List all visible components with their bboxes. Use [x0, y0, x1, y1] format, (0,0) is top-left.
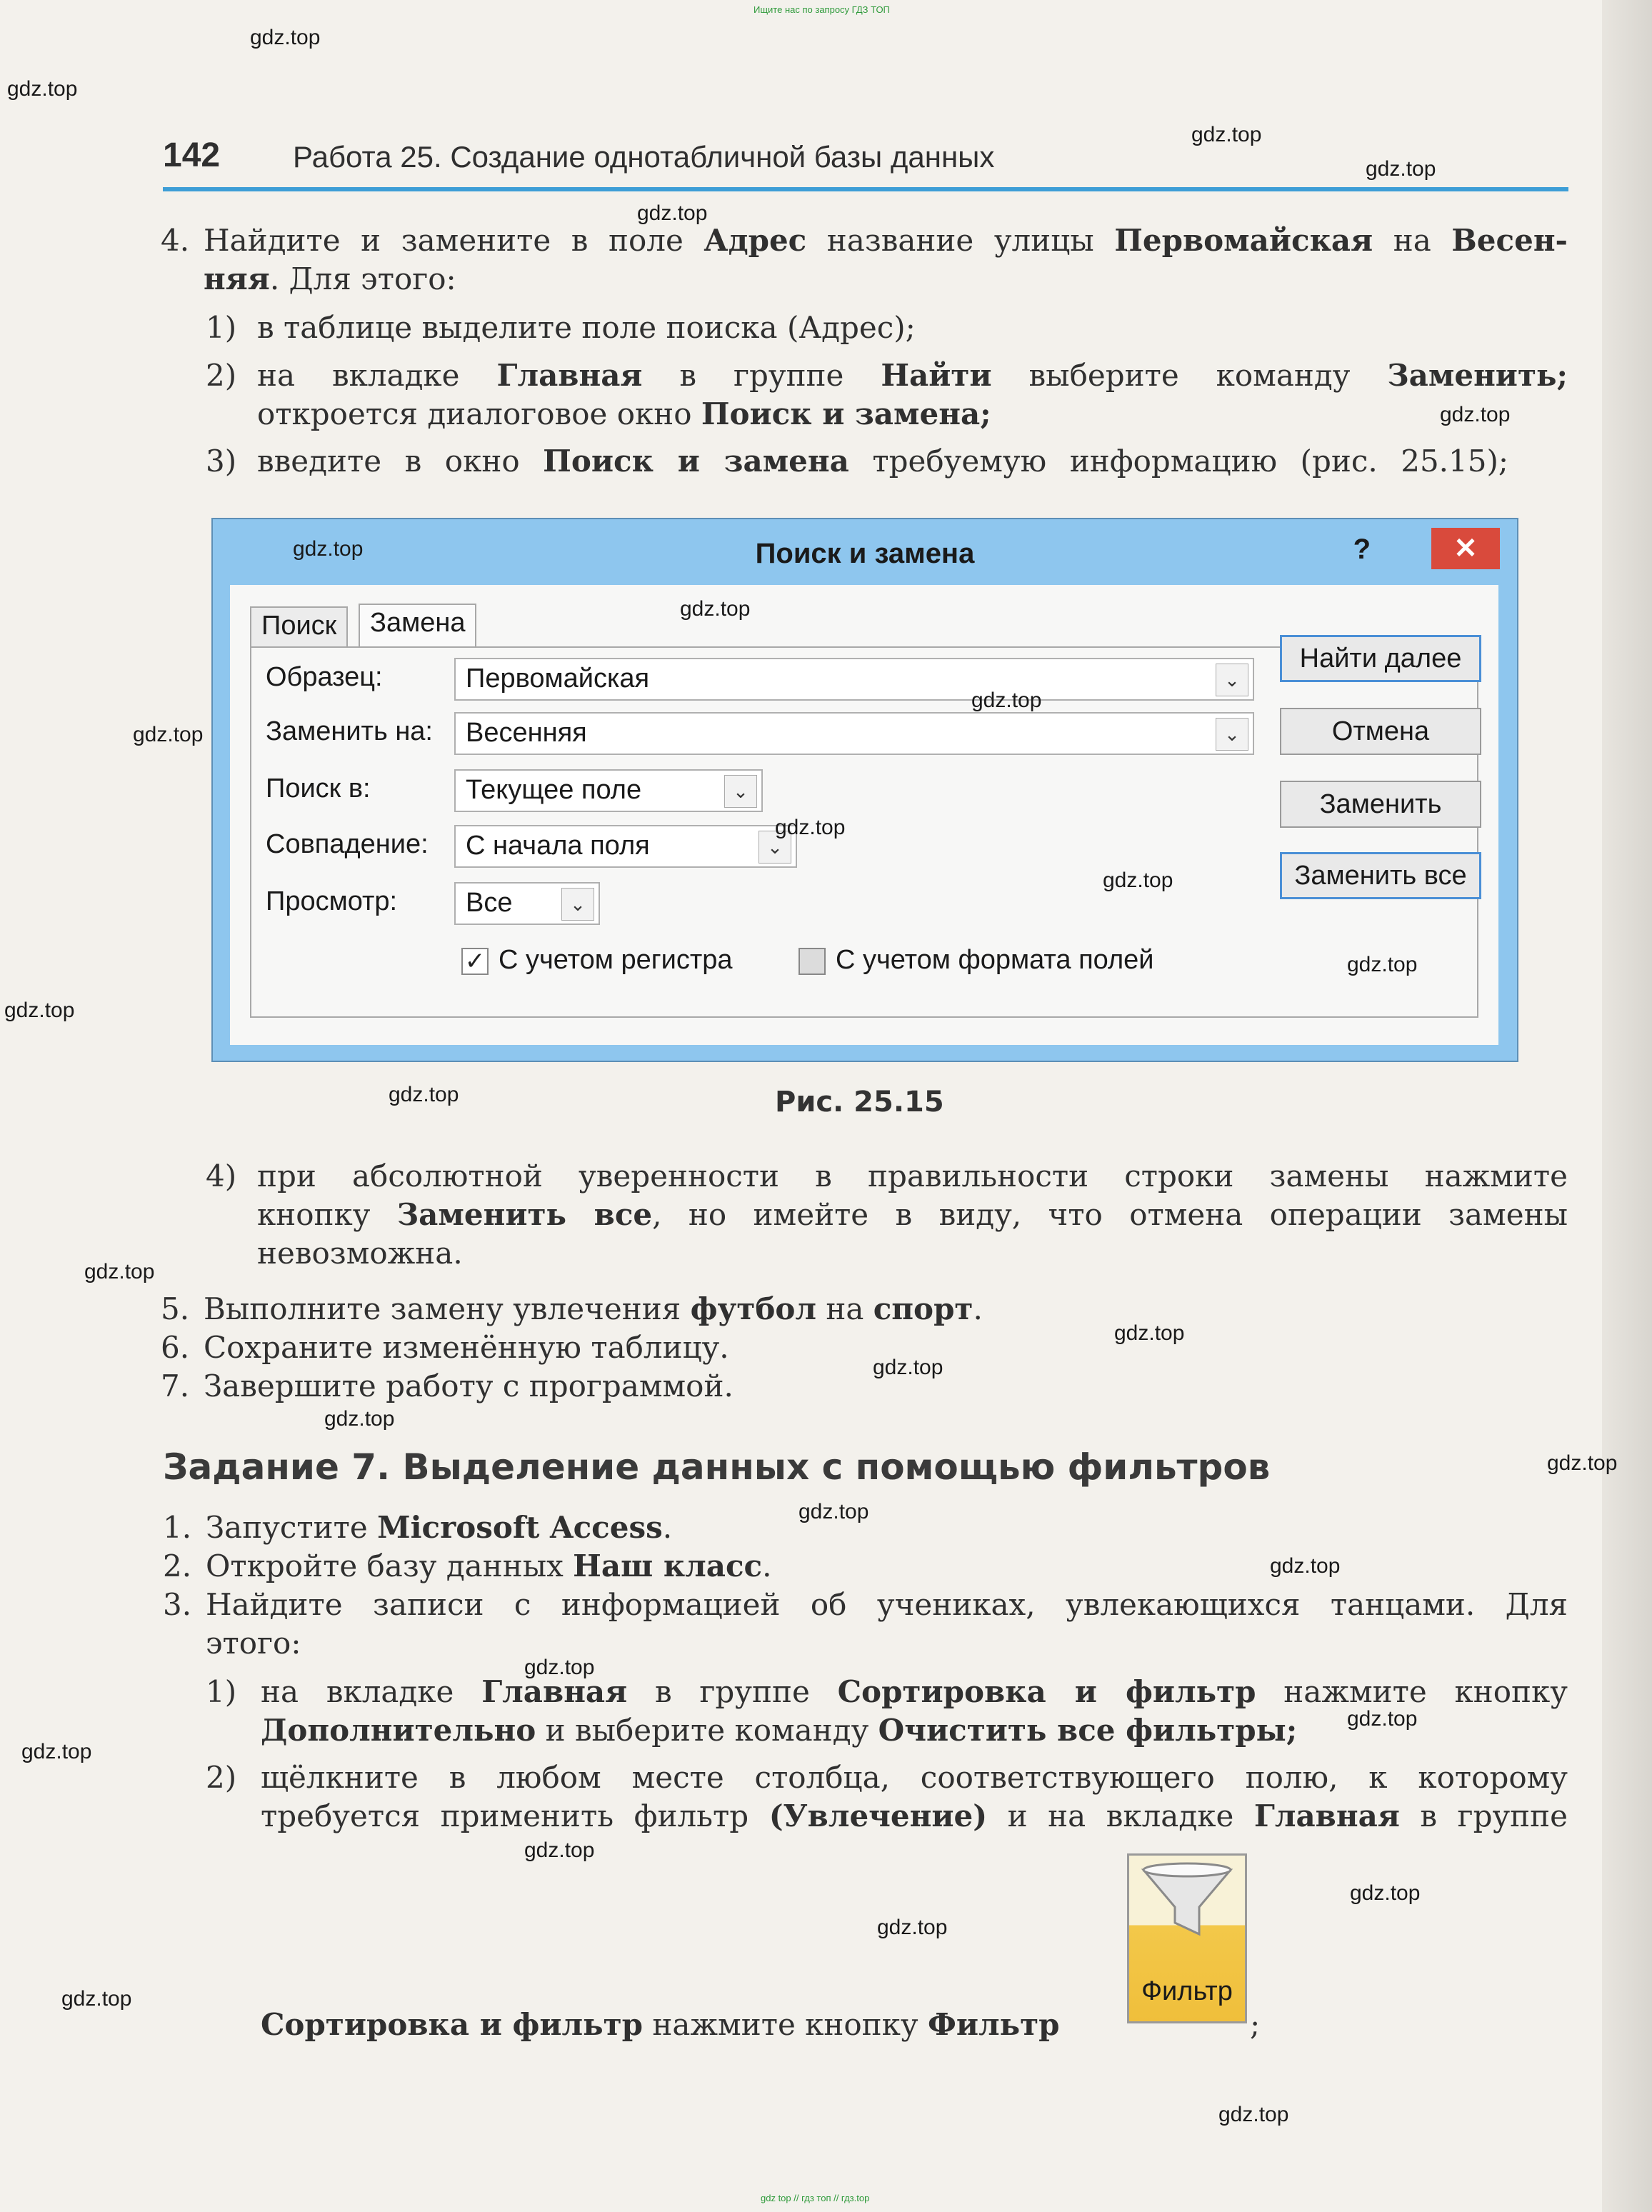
replace-with-label: Заменить на:	[266, 716, 433, 746]
task7-sub1-line2: Дополнительно и выберите команду Очистить все фильтры;	[261, 1713, 1298, 1748]
replace-all-button[interactable]: Заменить все	[1280, 852, 1481, 899]
tab-replace[interactable]: Замена	[359, 604, 476, 646]
chevron-down-icon[interactable]: ⌄	[1216, 718, 1248, 751]
page-header-title: Работа 25. Создание однотабличной базы данных	[293, 140, 995, 174]
step4-sub4-line3: невозможна.	[257, 1236, 463, 1271]
step4-sub3-num: 3)	[206, 444, 237, 479]
watermark: gdz.top	[389, 1083, 459, 1106]
step5-num: 5.	[161, 1291, 190, 1326]
step6-num: 6.	[161, 1330, 190, 1365]
step4-line1: Найдите и замените в поле Адрес название улицы Первомайская на Весен-	[204, 223, 1568, 258]
task7-s1-text: Запустите Microsoft Access.	[206, 1510, 673, 1545]
watermark: gdz.top	[324, 1407, 395, 1431]
cancel-button[interactable]: Отмена	[1280, 708, 1481, 755]
chevron-down-icon[interactable]: ⌄	[1216, 664, 1248, 696]
help-icon[interactable]: ?	[1353, 534, 1371, 565]
task7-sub2-num: 2)	[206, 1760, 237, 1795]
match-case-checkbox[interactable]: ✓	[461, 948, 489, 975]
task7-s3-line1: Найдите записи с информацией об учениках, увлекающихся танцами. Для	[206, 1587, 1568, 1622]
step7-text: Завершите работу с программой.	[204, 1368, 734, 1403]
match-format-label: С учетом формата полей	[836, 945, 1154, 975]
top-note: Ищите нас по запросу ГДЗ ТОП	[754, 4, 890, 15]
look-in-select[interactable]: Текущее поле ⌄	[454, 769, 763, 812]
find-what-label: Образец:	[266, 662, 383, 692]
watermark: gdz.top	[1218, 2103, 1289, 2126]
task7-sub2-line3-end: ;	[1250, 2007, 1261, 2042]
page-edge-shadow	[1602, 0, 1652, 2212]
watermark: gdz.top	[775, 816, 846, 839]
find-next-button[interactable]: Найти далее	[1280, 635, 1481, 682]
dialog-body	[230, 585, 1498, 1045]
chevron-down-icon[interactable]: ⌄	[561, 888, 594, 921]
watermark: gdz.top	[1440, 403, 1511, 426]
close-button[interactable]: ✕	[1431, 528, 1500, 569]
watermark: gdz.top	[1270, 1554, 1341, 1578]
funnel-icon	[1129, 1860, 1245, 1946]
filter-button-label: Фильтр	[1141, 1976, 1233, 2006]
watermark: gdz.top	[1347, 953, 1418, 976]
watermark: gdz.top	[293, 537, 364, 561]
step7-num: 7.	[161, 1368, 190, 1403]
chevron-down-icon[interactable]: ⌄	[724, 775, 757, 808]
task7-s2-text: Откройте базу данных Наш класс.	[206, 1548, 772, 1583]
step5-text: Выполните замену увлечения футбол на спорт.	[204, 1291, 983, 1326]
task7-sub2-line1: щёлкните в любом месте столбца, соответствующего полю, к которому	[261, 1760, 1568, 1795]
watermark: gdz.top	[1350, 1881, 1421, 1905]
watermark: gdz.top	[1114, 1321, 1185, 1345]
header-rule	[163, 187, 1568, 191]
step4-sub4-line2: кнопку Заменить все, но имейте в виду, что отмена операции замены	[257, 1197, 1568, 1232]
match-select[interactable]: С начала поля ⌄	[454, 825, 797, 868]
filter-button-image	[1127, 1853, 1247, 2023]
step4-sub1-text: в таблице выделите поле поиска (Адрес);	[257, 310, 916, 345]
watermark: gdz.top	[1191, 123, 1262, 146]
watermark: gdz.top	[7, 77, 78, 101]
watermark: gdz.top	[1547, 1451, 1618, 1475]
replace-panel	[250, 646, 1478, 1018]
tab-find[interactable]: Поиск	[250, 606, 348, 646]
dialog-title: Поиск и замена	[755, 538, 975, 569]
step4-sub4-num: 4)	[206, 1158, 237, 1193]
watermark: gdz.top	[637, 201, 708, 225]
find-replace-dialog	[211, 518, 1518, 1062]
task7-heading: Задание 7. Выделение данных с помощью фильтров	[163, 1446, 1271, 1488]
watermark: gdz.top	[799, 1500, 869, 1523]
task7-sub1-num: 1)	[206, 1674, 237, 1709]
watermark: gdz.top	[250, 26, 321, 49]
step4-sub2-num: 2)	[206, 358, 237, 393]
replace-button[interactable]: Заменить	[1280, 781, 1481, 828]
step4-sub2-line2: откроется диалоговое окно Поиск и замена;	[257, 396, 991, 431]
replace-with-field[interactable]: Весенняя ⌄	[454, 712, 1254, 755]
match-format-checkbox[interactable]	[799, 948, 826, 975]
search-direction-label: Просмотр:	[266, 886, 398, 916]
task7-sub2-line2: требуется применить фильтр (Увлечение) и на вкладке Главная в группе	[261, 1798, 1568, 1833]
task7-sub2-line3: Сортировка и фильтр нажмите кнопку Фильтр	[261, 2007, 1060, 2042]
task7-s3-line2: этого:	[206, 1626, 301, 1661]
bottom-note: gdz top // гдз топ // гдз.top	[761, 2193, 870, 2203]
task7-s3-num: 3.	[163, 1587, 192, 1622]
match-label: Совпадение:	[266, 829, 429, 859]
task7-s2-num: 2.	[163, 1548, 192, 1583]
find-what-field[interactable]: Первомайская ⌄	[454, 658, 1254, 701]
chevron-down-icon[interactable]: ⌄	[759, 831, 791, 864]
search-direction-select[interactable]: Все ⌄	[454, 882, 600, 925]
watermark: gdz.top	[84, 1260, 155, 1283]
watermark: gdz.top	[133, 723, 204, 746]
step6-text: Сохраните изменённую таблицу.	[204, 1330, 729, 1365]
step4-sub1-num: 1)	[206, 310, 237, 345]
step4-sub4-line1: при абсолютной уверенности в правильности строки замены нажмите	[257, 1158, 1568, 1193]
watermark: gdz.top	[1366, 157, 1436, 181]
task7-sub1-line1: на вкладке Главная в группе Сортировка и фильтр нажмите кнопку	[261, 1674, 1568, 1709]
step4-sub2-line1: на вкладке Главная в группе Найти выберите команду Заменить;	[257, 358, 1568, 393]
watermark: gdz.top	[1347, 1707, 1418, 1731]
watermark: gdz.top	[524, 1656, 595, 1679]
step4-sub3-text: введите в окно Поиск и замена требуемую информацию (рис. 25.15);	[257, 444, 1509, 479]
watermark: gdz.top	[61, 1987, 132, 2011]
watermark: gdz.top	[877, 1916, 948, 1939]
watermark: gdz.top	[971, 689, 1042, 712]
watermark: gdz.top	[21, 1740, 92, 1763]
watermark: gdz.top	[1103, 869, 1173, 892]
step4-num: 4.	[161, 223, 190, 258]
page-number: 142	[163, 136, 221, 174]
watermark: gdz.top	[4, 999, 75, 1022]
figure-caption: Рис. 25.15	[775, 1086, 944, 1118]
watermark: gdz.top	[524, 1838, 595, 1862]
watermark: gdz.top	[873, 1356, 943, 1379]
step4-line2: няя. Для этого:	[204, 261, 456, 296]
watermark: gdz.top	[680, 597, 751, 621]
match-case-label: С учетом регистра	[499, 945, 733, 975]
look-in-label: Поиск в:	[266, 774, 371, 804]
task7-s1-num: 1.	[163, 1510, 192, 1545]
